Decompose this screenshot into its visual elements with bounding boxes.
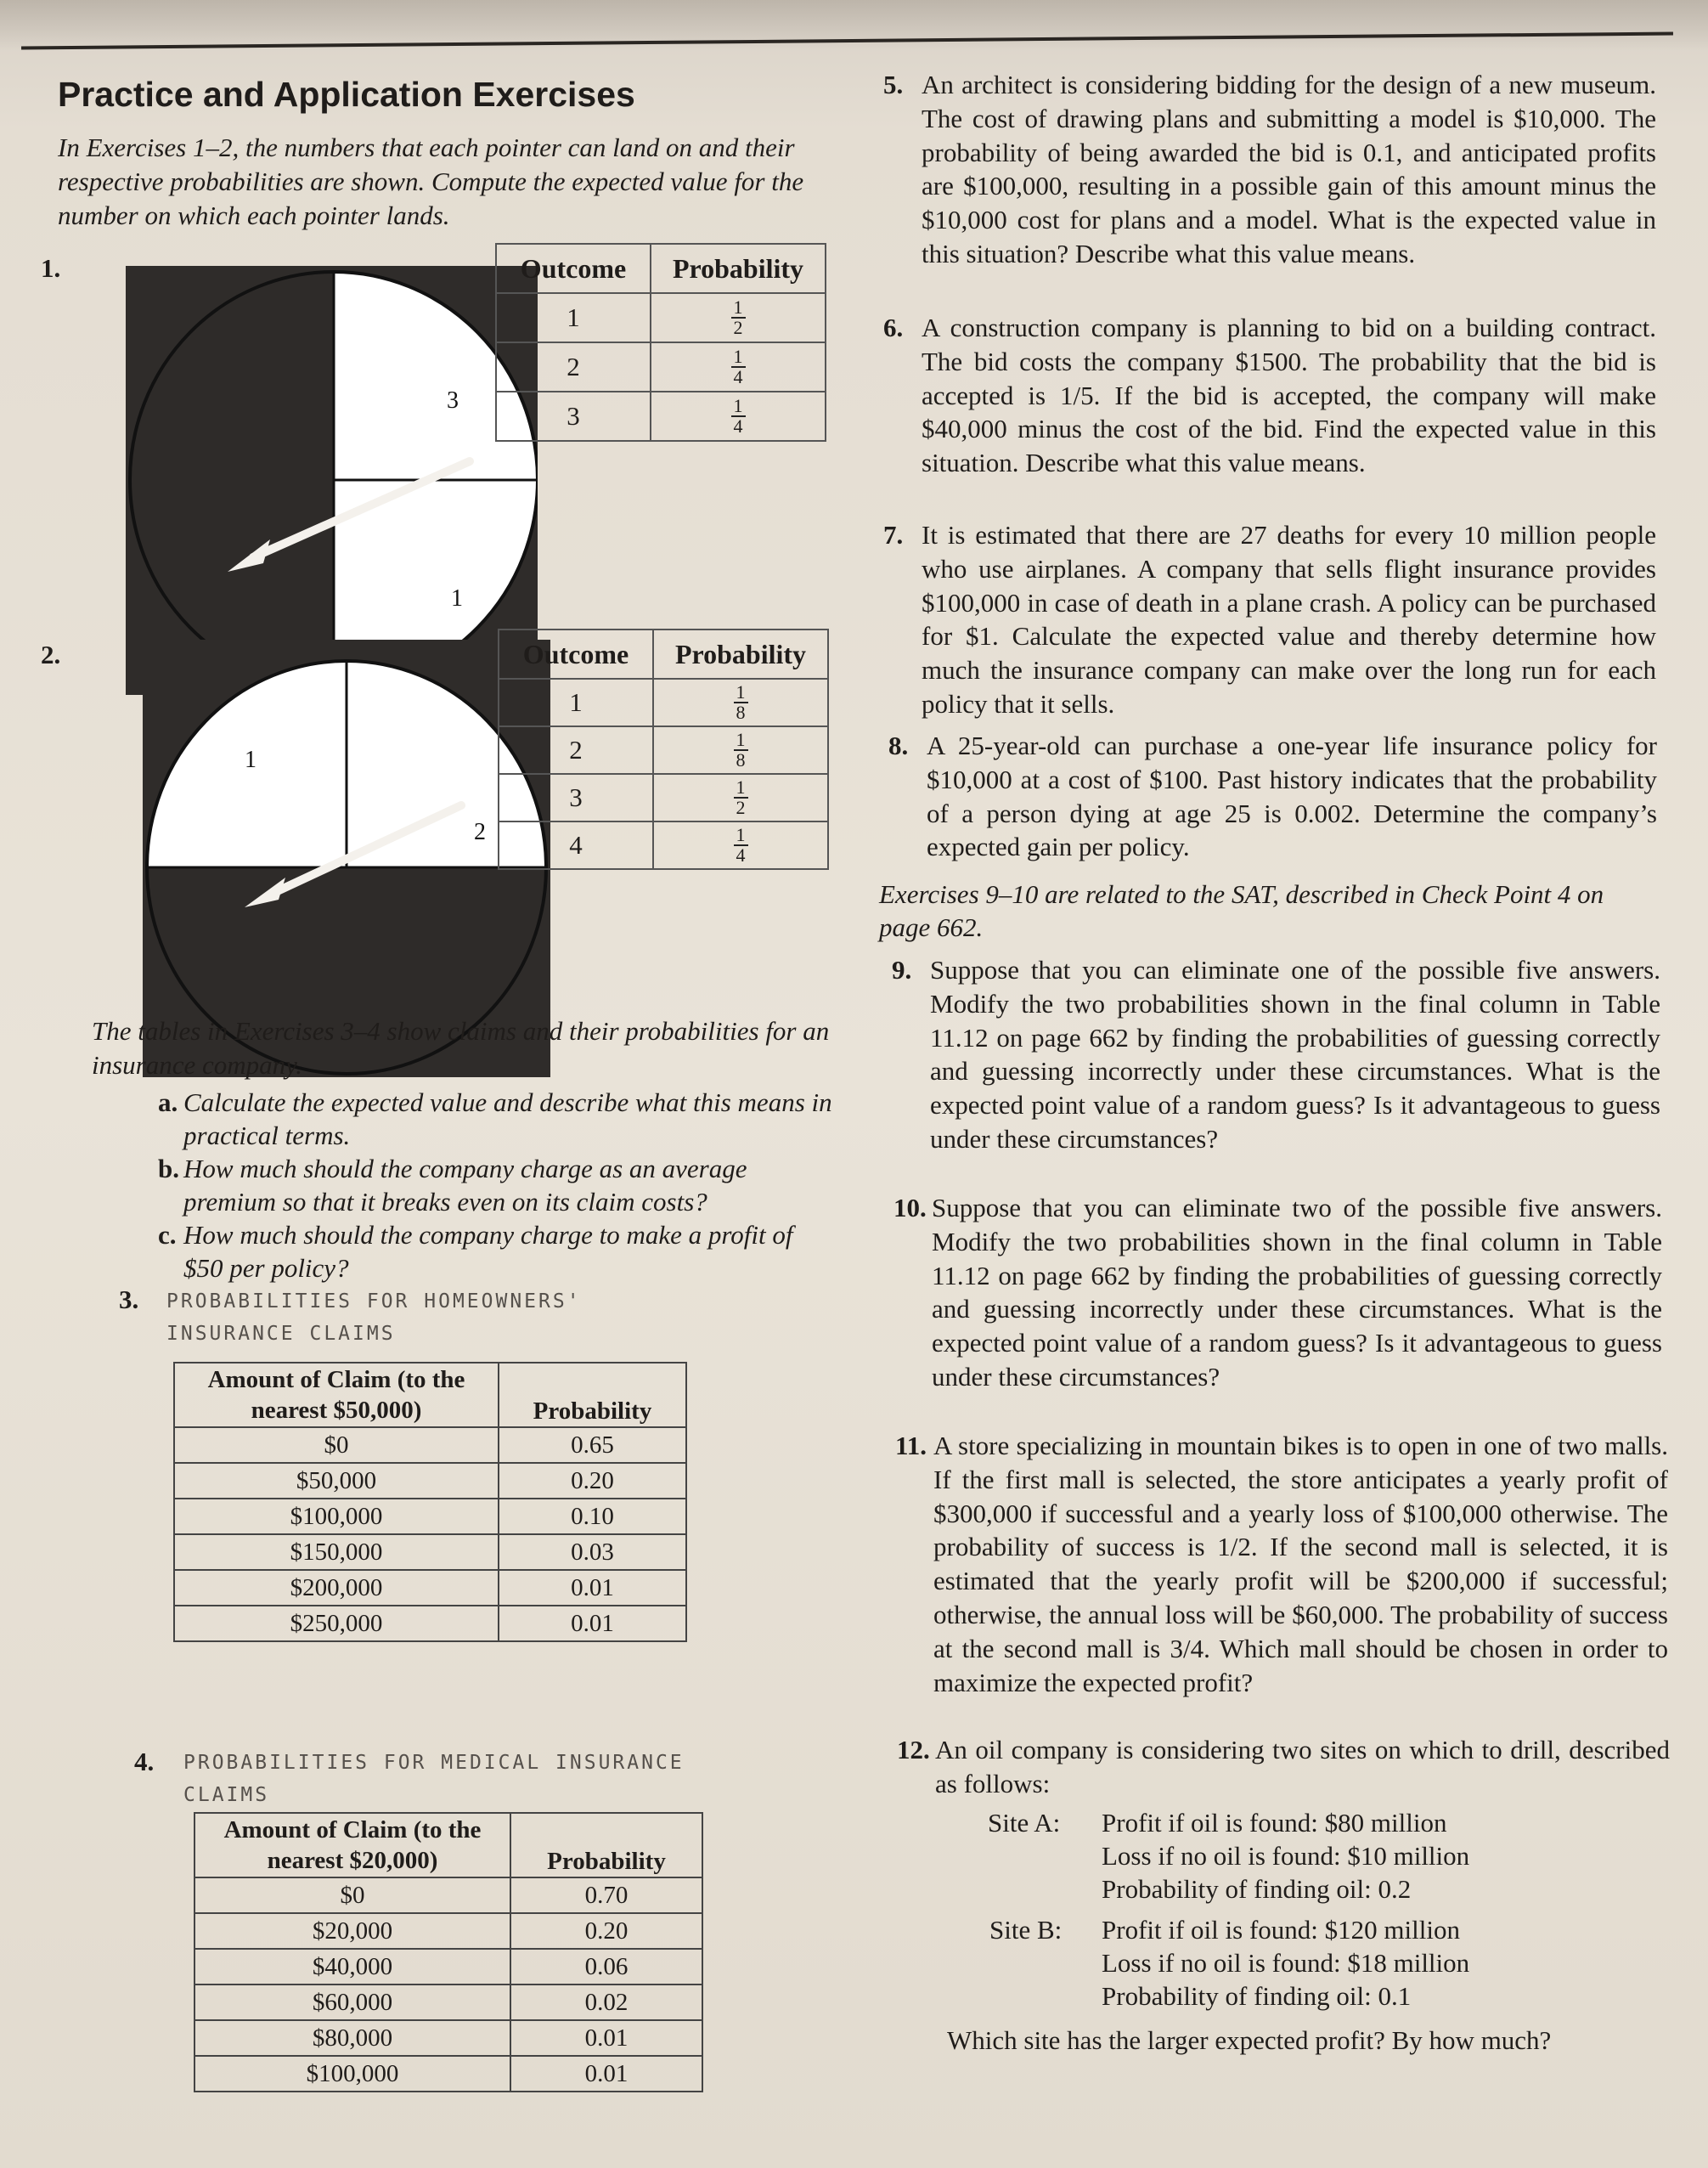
part-c — [158, 1218, 837, 1284]
spinner-2-svg — [143, 640, 550, 1077]
site-a-line: Loss if no oil is found: $10 million — [1102, 1841, 1470, 1871]
problem-11 — [895, 1429, 1668, 1699]
spinner-1-sector-dark — [130, 273, 334, 688]
ex4-prob: 0.70 — [510, 1877, 702, 1913]
exercise-1-number: 1. — [41, 253, 61, 283]
exercise-2-table — [498, 629, 829, 870]
ex4-amount: $60,000 — [194, 1985, 510, 2020]
exercise-2-number: 2. — [41, 640, 61, 669]
ex3-prob: 0.03 — [499, 1534, 686, 1570]
ex4-prob: 0.06 — [510, 1949, 702, 1985]
spinner-1-svg — [126, 266, 538, 695]
ex2-header-probability: Probability — [653, 630, 828, 679]
ex3-prob: 0.01 — [499, 1606, 686, 1641]
ex4-amount: $0 — [194, 1877, 510, 1913]
part-a-text: Calculate the expected value and describe what this means in practical terms. — [183, 1087, 832, 1150]
problem-6 — [883, 311, 1656, 480]
problem-5 — [883, 68, 1656, 271]
ex2-probability: $\frac{1}{8}$ — [653, 726, 828, 774]
ex3-amount: $50,000 — [174, 1463, 499, 1499]
ex4-amount: $80,000 — [194, 2020, 510, 2056]
ex1-outcome: 3 — [496, 392, 651, 441]
ex4-amount: $20,000 — [194, 1913, 510, 1949]
problem-11-text: A store specializing in mountain bikes is to open in one of two malls. If the first mall is selected, the store anticipates a yearly profit of $300,000 if successful and a yearly loss of $100,000 otherwise. The probability of success is 1/2. If the second mall is selected, it is estimated that the yearly profit will be $200,000 if successful; otherwise, the annual loss will be $60,000. The probability of success at the second mall is 3/4. Which mall should be chosen in order to maximize the expected profit? — [933, 1431, 1668, 1697]
problem-8 — [888, 729, 1657, 864]
problem-5-number: 5. — [883, 70, 904, 99]
spinner-1-label-3: 3 — [447, 387, 459, 414]
ex2-outcome: 3 — [499, 774, 653, 821]
ex3-prob: 0.10 — [499, 1499, 686, 1534]
exercise-4-table — [194, 1812, 703, 2092]
part-c-text: How much should the company charge to make a profit of $50 per policy? — [183, 1220, 793, 1283]
ex2-probability: $\frac{1}{8}$ — [653, 679, 828, 726]
problem-8-number: 8. — [888, 731, 909, 760]
ex2-outcome: 2 — [499, 726, 653, 774]
site-b-label: Site B: — [989, 1915, 1063, 1945]
problem-6-number: 6. — [883, 313, 904, 342]
ex4-prob: 0.02 — [510, 1985, 702, 2020]
ex3-header-probability: Probability — [499, 1363, 686, 1427]
exercises-3-4-intro: The tables in Exercises 3–4 show claims and their probabilities for an insurance company. — [92, 1016, 830, 1080]
problem-9-number: 9. — [892, 955, 912, 985]
ex1-probability: $\frac{1}{4}$ — [651, 342, 826, 392]
spinner-2-label-2: 2 — [474, 819, 486, 845]
site-a-line: Probability of finding oil: 0.2 — [1102, 1874, 1412, 1904]
problem-8-text: A 25-year-old can purchase a one-year life insurance policy for $10,000 at a cost of $100. Past history indicates that the probability of a person dying at age 25 is 0.002. Determine the company’s expected gain per policy. — [927, 731, 1657, 862]
problem-7-text: It is estimated that there are 27 deaths for every 10 million people who use airplanes. A company that sells flight insurance provides $100,000 in case of death in a plane crash. A policy can be purchased for $1. Calculate the expected value and thereby determine how much the insurance company can make over the long run for each policy that it sells. — [922, 520, 1656, 719]
ex4-header-probability: Probability — [510, 1813, 702, 1877]
ex2-outcome: 1 — [499, 679, 653, 726]
ex3-amount: $200,000 — [174, 1570, 499, 1606]
exercise-3-table — [173, 1362, 687, 1642]
exercise-4-number: 4. — [134, 1747, 155, 1776]
problem-12-final-question: Which site has the larger expected profit? By how much? — [947, 2025, 1552, 2055]
ex3-amount: $100,000 — [174, 1499, 499, 1534]
exercise-1-table — [495, 243, 826, 442]
problem-6-text: A construction company is planning to bid on a building contract. The bid costs the company $1500. The probability that the bid is accepted is 1/5. If the bid is accepted, the company will make $40,000 minus the cost of the bid. Find the expected value in this situation. Describe what this value means. — [922, 313, 1656, 478]
site-a-line: Profit if oil is found: $80 million — [1102, 1808, 1447, 1838]
ex4-prob: 0.01 — [510, 2056, 702, 2092]
ex4-prob: 0.20 — [510, 1913, 702, 1949]
ex1-outcome: 1 — [496, 293, 651, 342]
part-b — [158, 1152, 837, 1218]
exercises-1-2-intro: In Exercises 1–2, the numbers that each pointer can land on and their respective probabilities are shown. Compute the expected value for the number on which each pointer lands. — [58, 133, 804, 230]
ex3-caption-line2: INSURANCE CLAIMS — [166, 1323, 396, 1345]
ex4-amount: $100,000 — [194, 2056, 510, 2092]
ex1-probability: $\frac{1}{4}$ — [651, 392, 826, 441]
problem-10 — [893, 1191, 1662, 1394]
problem-10-text: Suppose that you can eliminate two of the possible five answers. Modify the two probabilities shown in the final column in Table 11.12 on page 662 by finding the probabilities of guessing correctly and guessing incorrectly under these circumstances. What is the expected point value of a random guess? Is it advantageous to guess under these circumstances? — [932, 1193, 1662, 1392]
problem-10-number: 10. — [893, 1193, 927, 1222]
part-a — [158, 1086, 837, 1152]
ex3-amount: $150,000 — [174, 1534, 499, 1570]
ex4-caption-line1: PROBABILITIES FOR MEDICAL INSURANCE — [183, 1752, 685, 1774]
ex1-header-probability: Probability — [651, 244, 826, 293]
ex3-amount: $250,000 — [174, 1606, 499, 1641]
ex4-amount: $40,000 — [194, 1949, 510, 1985]
section-heading: Practice and Application Exercises — [58, 75, 635, 114]
exercises-9-10-note: Exercises 9–10 are related to the SAT, described in Check Point 4 on page 662. — [879, 879, 1604, 942]
ex2-outcome: 4 — [499, 821, 653, 869]
problem-7-number: 7. — [883, 520, 904, 550]
spinner-2-label-1: 1 — [245, 747, 256, 773]
ex4-caption-line2: CLAIMS — [183, 1784, 270, 1806]
ex4-prob: 0.01 — [510, 2020, 702, 2056]
ex3-prob: 0.65 — [499, 1427, 686, 1463]
problem-12-text: An oil company is considering two sites on which to drill, described as follows: — [935, 1735, 1670, 1798]
problem-12-number: 12. — [897, 1735, 930, 1764]
part-c-label: c. — [158, 1220, 177, 1250]
exercise-4-caption — [183, 1747, 685, 1811]
ex1-header-outcome: Outcome — [496, 244, 651, 293]
spinner-1-figure — [126, 266, 538, 695]
problem-12 — [897, 1733, 1670, 1801]
part-b-text: How much should the company charge as an average premium so that it breaks even on its claim costs? — [183, 1154, 747, 1217]
site-b-details — [1102, 1913, 1469, 2013]
problem-11-number: 11. — [895, 1431, 927, 1460]
exercise-3-number: 3. — [119, 1284, 139, 1314]
exercise-3-caption — [166, 1285, 582, 1350]
site-b-line: Profit if oil is found: $120 million — [1102, 1915, 1460, 1945]
ex3-header-amount: Amount of Claim (to the nearest $50,000) — [174, 1363, 499, 1427]
ex1-outcome: 2 — [496, 342, 651, 392]
site-b-line: Loss if no oil is found: $18 million — [1102, 1948, 1470, 1978]
problem-9 — [892, 953, 1660, 1156]
ex3-prob: 0.01 — [499, 1570, 686, 1606]
ex3-amount: $0 — [174, 1427, 499, 1463]
spinner-1-label-1: 1 — [451, 585, 463, 612]
ex3-prob: 0.20 — [499, 1463, 686, 1499]
ex3-caption-line1: PROBABILITIES FOR HOMEOWNERS' — [166, 1290, 582, 1313]
problem-9-text: Suppose that you can eliminate one of the possible five answers. Modify the two probabilities shown in the final column in Table 11.12 on page 662 by finding the probabilities of guessing correctly and guessing incorrectly under these circumstances. What is the expected point value of a random guess? Is it advantageous to guess under these circumstances? — [930, 955, 1660, 1154]
ex2-probability: $\frac{1}{4}$ — [653, 821, 828, 869]
ex2-probability: $\frac{1}{2}$ — [653, 774, 828, 821]
site-b-line: Probability of finding oil: 0.1 — [1102, 1981, 1412, 2011]
part-a-label: a. — [158, 1087, 178, 1117]
site-a-label: Site A: — [988, 1808, 1061, 1838]
site-a-details — [1102, 1806, 1469, 1905]
problem-7 — [883, 518, 1656, 721]
ex1-probability: $\frac{1}{2}$ — [651, 293, 826, 342]
part-b-label: b. — [158, 1154, 179, 1183]
problem-5-text: An architect is considering bidding for the design of a new museum. The cost of drawing plans and submitting a model is $10,000. The probability of being awarded the bid is 0.1, and anticipated profits are $100,000, resulting in a possible gain of this amount minus the $10,000 cost for plans and a model. What is the expected value in this situation? Describe what this value means. — [922, 70, 1656, 268]
ex2-header-outcome: Outcome — [499, 630, 653, 679]
spinner-2-figure — [143, 640, 550, 1077]
ex4-header-amount: Amount of Claim (to the nearest $20,000) — [194, 1813, 510, 1877]
